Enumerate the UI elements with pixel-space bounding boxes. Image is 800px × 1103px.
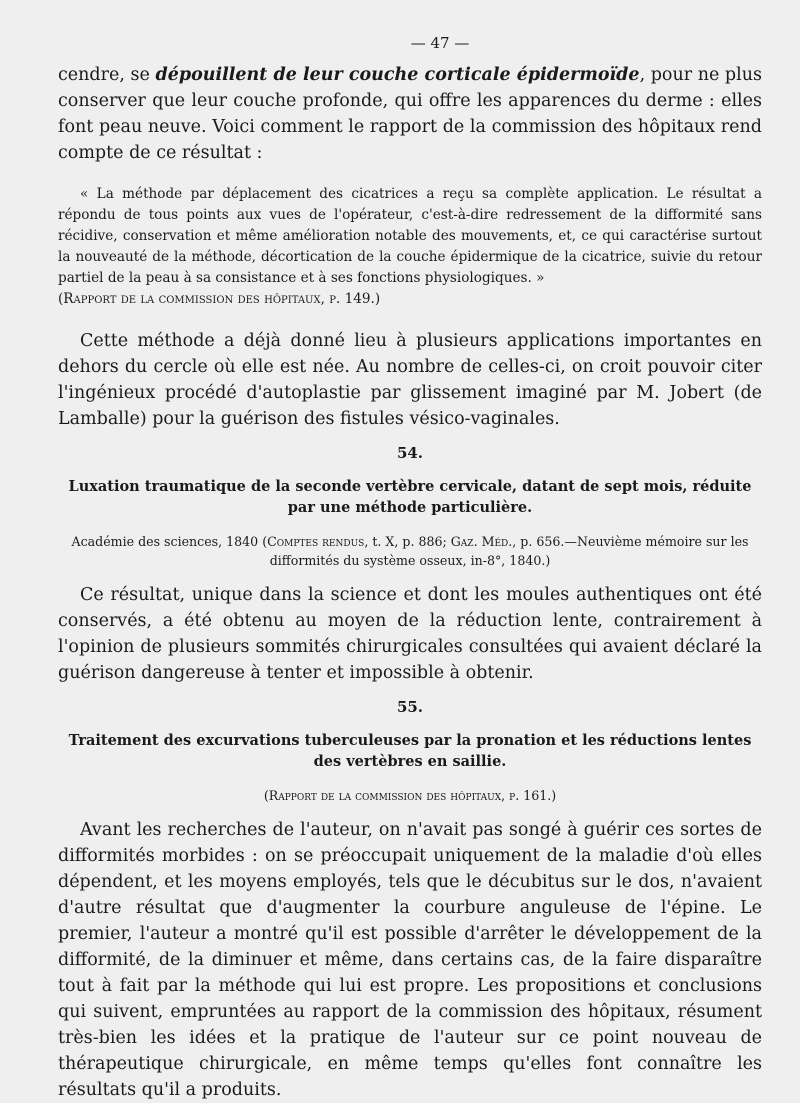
page-number: — 47 —	[410, 34, 470, 52]
report-quote	[58, 184, 762, 310]
method-paragraph: Cette méthode a déjà donné lieu à plusieurs applications importantes en dehors du cercle où elle est née. Au nombre de celles-ci, on croit pouvoir citer l'ingénieux procédé d'autoplastie par glissement imaginé par M. Jobert (de Lamballe) pour la guérison des fistules vésico-vaginales.	[58, 331, 762, 429]
quote-reference: (Rapport de la commission des hôpitaux, p. 149.)	[58, 291, 381, 307]
section-number-54: 54.	[396, 444, 424, 462]
source-54-part-a: Académie des sciences, 1840 (	[71, 534, 268, 549]
source-54-comptes-rendus: Comptes rendus	[267, 534, 365, 549]
source-54-part-c: , t. X, p. 886;	[364, 534, 451, 549]
intro-paragraph	[58, 62, 762, 166]
source-54-gaz-med: Gaz. Méd.	[450, 534, 513, 549]
section-body-55: Avant les recherches de l'auteur, on n'avait pas songé à guérir ces sortes de difformités morbides : on se préoccupait uniquement de la maladie d'où elles dépendent, et les moyens employés, tels que le décubitus sur le dos, n'avaient d'autre résultat que d'augmenter la courbure anguleuse de l'épine. Le premier, l'auteur a montré qu'il est possible d'arrêter le développement de la difformité, de la diminuer et même, dans certains cas, de la faire disparaître tout à fait par la méthode qui lui est propre. Les propositions et conclusions qui suivent, empruntées au rapport de la commission des hôpitaux, résument très-bien les idées et la pratique de l'auteur sur ce point nouveau de thérapeutique chirurgicale, en même temps qu'elles font connaître les résultats qu'il a produits.	[58, 820, 762, 1100]
section-title-54: Luxation traumatique de la seconde vertèbre cervicale, datant de sept mois, réduite par une méthode particulière.	[68, 478, 752, 516]
intro-emphasis: dépouillent de leur couche corticale épidermoïde	[155, 65, 640, 85]
section-source-55: (Rapport de la commission des hôpitaux, p. 161.)	[263, 788, 557, 803]
section-source-54	[58, 532, 762, 570]
intro-text-start: cendre, se	[58, 65, 156, 85]
quote-text: « La méthode par déplacement des cicatrices a reçu sa complète application. Le résultat a répondu de tous points aux vues de l'opérateur, c'est-à-dire redressement de la difformité sans récidive, conservation et même amélioration notable des mouvements, et, ce qui caractérise surtout la nouveauté de la méthode, décortication de la couche épidermique de la cicatrice, suivie du retour partiel de la peau à sa consistance et à ses fonctions physiologiques. »	[58, 186, 762, 286]
section-title-55: Traitement des excurvations tuberculeuses par la pronation et les réductions lentes des vertèbres en saillie.	[68, 732, 752, 770]
source-54-part-e: , p. 656.—Neuvième mémoire sur les difformités du système osseux, in-8°, 1840.)	[269, 534, 749, 568]
section-number-55: 55.	[396, 698, 424, 716]
section-body-54: Ce résultat, unique dans la science et dont les moules authentiques ont été conservés, a été obtenu au moyen de la réduction lente, contrairement à l'opinion de plusieurs sommités chirurgicales consultées qui avaient déclaré la guérison dangereuse à tenter et impossible à obtenir.	[58, 585, 762, 683]
intro-text-end: , pour ne plus conserver que leur couche profonde, qui offre les apparences du derme : elles font peau neuve. Voici comment le rapport de la commission des hôpitaux rend compte de ce résultat :	[58, 65, 762, 163]
